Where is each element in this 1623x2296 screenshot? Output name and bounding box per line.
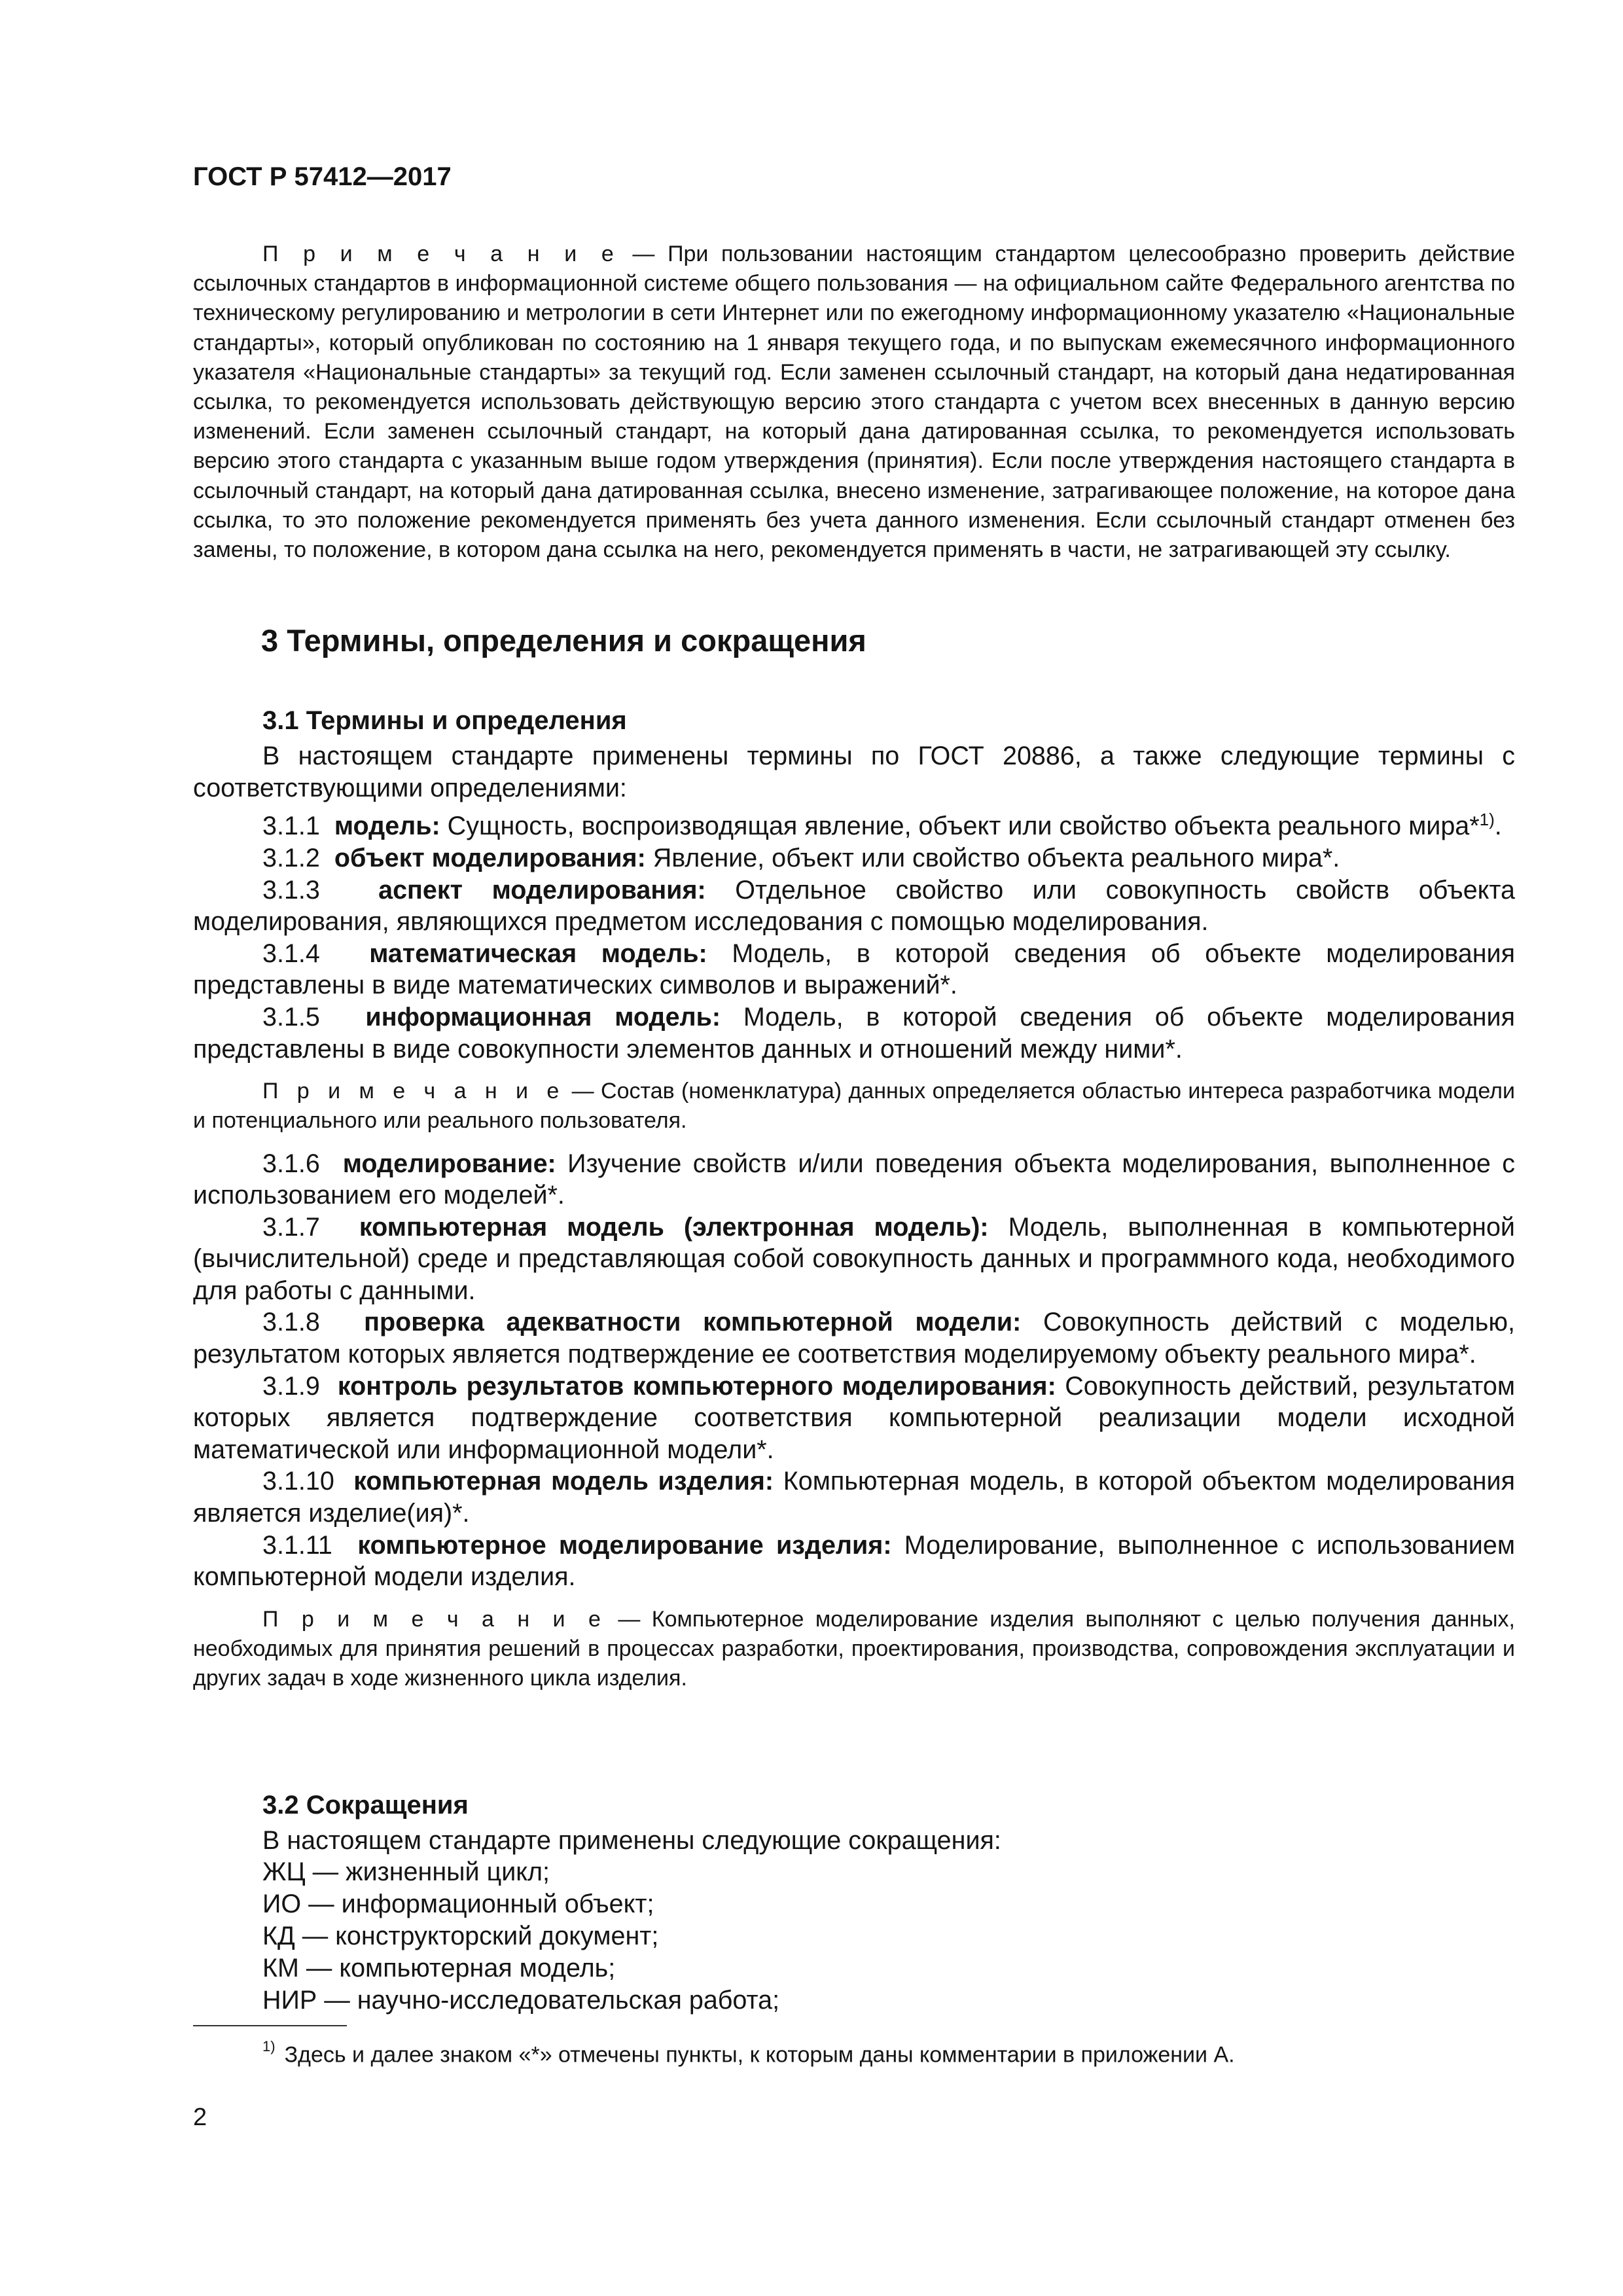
term-name: проверка адекватности компьютерной модели: <box>364 1308 1022 1337</box>
term-name: компьютерное моделирование изделия: <box>357 1530 892 1560</box>
footnote-text: Здесь и далее знаком «*» отмечены пункты, к которым даны комментарии в приложении А. <box>284 2042 1235 2068</box>
term-entry: 3.1.10 компьютерная модель изделия: Компьютерная модель, в которой объектом моделирования является изделие(ия)*. <box>193 1467 1515 1528</box>
section-heading: 3 Термины, определения и сокращения <box>261 623 866 658</box>
page-number: 2 <box>193 2104 207 2131</box>
reference-note <box>193 240 1515 565</box>
note-text: — При пользовании настоящим стандартом целесообразно проверить действие ссылочных стандартов в информационной системе общего пользования — на официальном сайте Федерального агентства по техническому регулированию и метрологии в сети Интернет или по ежегодному информационному указателю «Национальные стандарты», который опубликован по состоянию на 1 января текущего года, и по выпускам ежемесячного информационного указателя «Национальные стандарты» за текущий год. Если заменен ссылочный стандарт, на который дана недатированная ссылка, то рекомендуется использовать действующую версию этого стандарта с учетом всех внесенных в данную версию изменений. Если заменен ссылочный стандарт, на который дана датированная ссылка, то рекомендуется использовать версию этого стандарта с указанным выше годом утверждения (принятия). Если после утверждения настоящего стандарта в ссылочный стандарт, на который дана датированная ссылка, внесено изменение, затрагивающее положение, на которое дана ссылка, то это положение рекомендуется применять без учета данного изменения. Если ссылочный стандарт отменен без замены, то положение, в котором дана ссылка на него, рекомендуется применять в части, не затрагивающей эту ссылку. <box>193 242 1515 563</box>
term-name: аспект моделирования: <box>378 875 706 905</box>
term-entry: 3.1.9 контроль результатов компьютерного моделирования: Совокупность действий, результатом которых является подтверждение соответствия компьютерной реализации модели исходной математической или информационной модели*. <box>193 1371 1515 1464</box>
term-entry: 3.1.7 компьютерная модель (электронная модель): Модель, выполненная в компьютерной (вычислительной) среде и представляющая собой совокупность данных и программного кода, необходимого для работы с данными. <box>193 1212 1516 1305</box>
term-name: компьютерная модель (электронная модель): <box>359 1212 989 1242</box>
term-entry: 3.1.6 моделирование: Изучение свойств и/или поведения объекта моделирования, выполненное с использованием его моделей*. <box>193 1149 1516 1210</box>
term-name: математическая модель: <box>369 939 707 968</box>
abbreviations-intro: В настоящем стандарте применены следующие сокращения: <box>262 1826 1001 1855</box>
term-name: объект моделирования: <box>334 843 646 872</box>
term-name: модель: <box>334 812 440 841</box>
abbreviation-item: НИР — научно-исследовательская работа; <box>262 1986 780 2015</box>
footnote <box>262 2038 1235 2068</box>
abbreviation-item: ЖЦ — жизненный цикл; <box>262 1857 550 1886</box>
term-name: контроль результатов компьютерного моделирования: <box>337 1371 1056 1401</box>
terms-intro: В настоящем стандарте применены термины по ГОСТ 20886, а также следующие термины с соответствующими определениями: <box>193 742 1515 802</box>
abbreviation-item: КМ — компьютерная модель; <box>262 1954 616 1982</box>
footnote-ref: 1) <box>1479 810 1495 830</box>
term-entry: 3.1.11 компьютерное моделирование изделия: Моделирование, выполненное с использованием компьютерной модели изделия. <box>193 1530 1515 1592</box>
term-entry: 3.1.3 аспект моделирования: Отдельное свойство или совокупность свойств объекта моделирования, являющихся предметом исследования с помощью моделирования. <box>193 875 1516 937</box>
term-note: П р и м е ч а н и е — Состав (номенклатура) данных определяется областью интереса разработчика модели и потенциального или реального пользователя. <box>193 1079 1515 1134</box>
term-entry: 3.1.4 математическая модель: Модель, в которой сведения об объекте моделирования представлены в виде математических символов и выражений*. <box>193 939 1515 1000</box>
terms-block <box>193 740 1515 1693</box>
subsection-heading-terms: 3.1 Термины и определения <box>262 706 627 735</box>
abbreviation-item: ИО — информационный объект; <box>262 1890 654 1918</box>
term-note: П р и м е ч а н и е — Компьютерное моделирование изделия выполняют с целью получения данных, необходимых для принятия решений в процессах разработки, проектирования, производства, сопровождения эксплуатации и других задач в ходе жизненного цикла изделия. <box>193 1606 1515 1691</box>
note-label: П р и м е ч а н и е <box>262 242 620 266</box>
footnote-mark: 1) <box>262 2038 276 2054</box>
term-name: информационная модель: <box>365 1002 721 1031</box>
term-entry: 3.1.5 информационная модель: Модель, в которой сведения об объекте моделирования представлены в виде совокупности элементов данных и отношений между ними*. <box>193 1002 1515 1064</box>
term-name: компьютерная модель изделия: <box>353 1467 774 1496</box>
term-entry: 3.1.1 модель: Сущность, воспроизводящая явление, объект или свойство объекта реального мира*$^{1)}$. <box>262 810 1502 841</box>
term-entry: 3.1.2 объект моделирования: Явление, объект или свойство объекта реального мира*. <box>262 843 1340 872</box>
document-code: ГОСТ Р 57412—2017 <box>193 162 452 191</box>
abbreviation-item: КД — конструкторский документ; <box>262 1922 659 1950</box>
subsection-heading-abbreviations: 3.2 Сокращения <box>262 1791 469 1820</box>
term-entry: 3.1.8 проверка адекватности компьютерной модели: Совокупность действий с моделью, результатом которых является подтверждение ее соответствия моделируемому объекту реального мира*. <box>193 1308 1515 1369</box>
term-name: моделирование: <box>342 1149 556 1178</box>
footnote-divider <box>193 2025 347 2026</box>
